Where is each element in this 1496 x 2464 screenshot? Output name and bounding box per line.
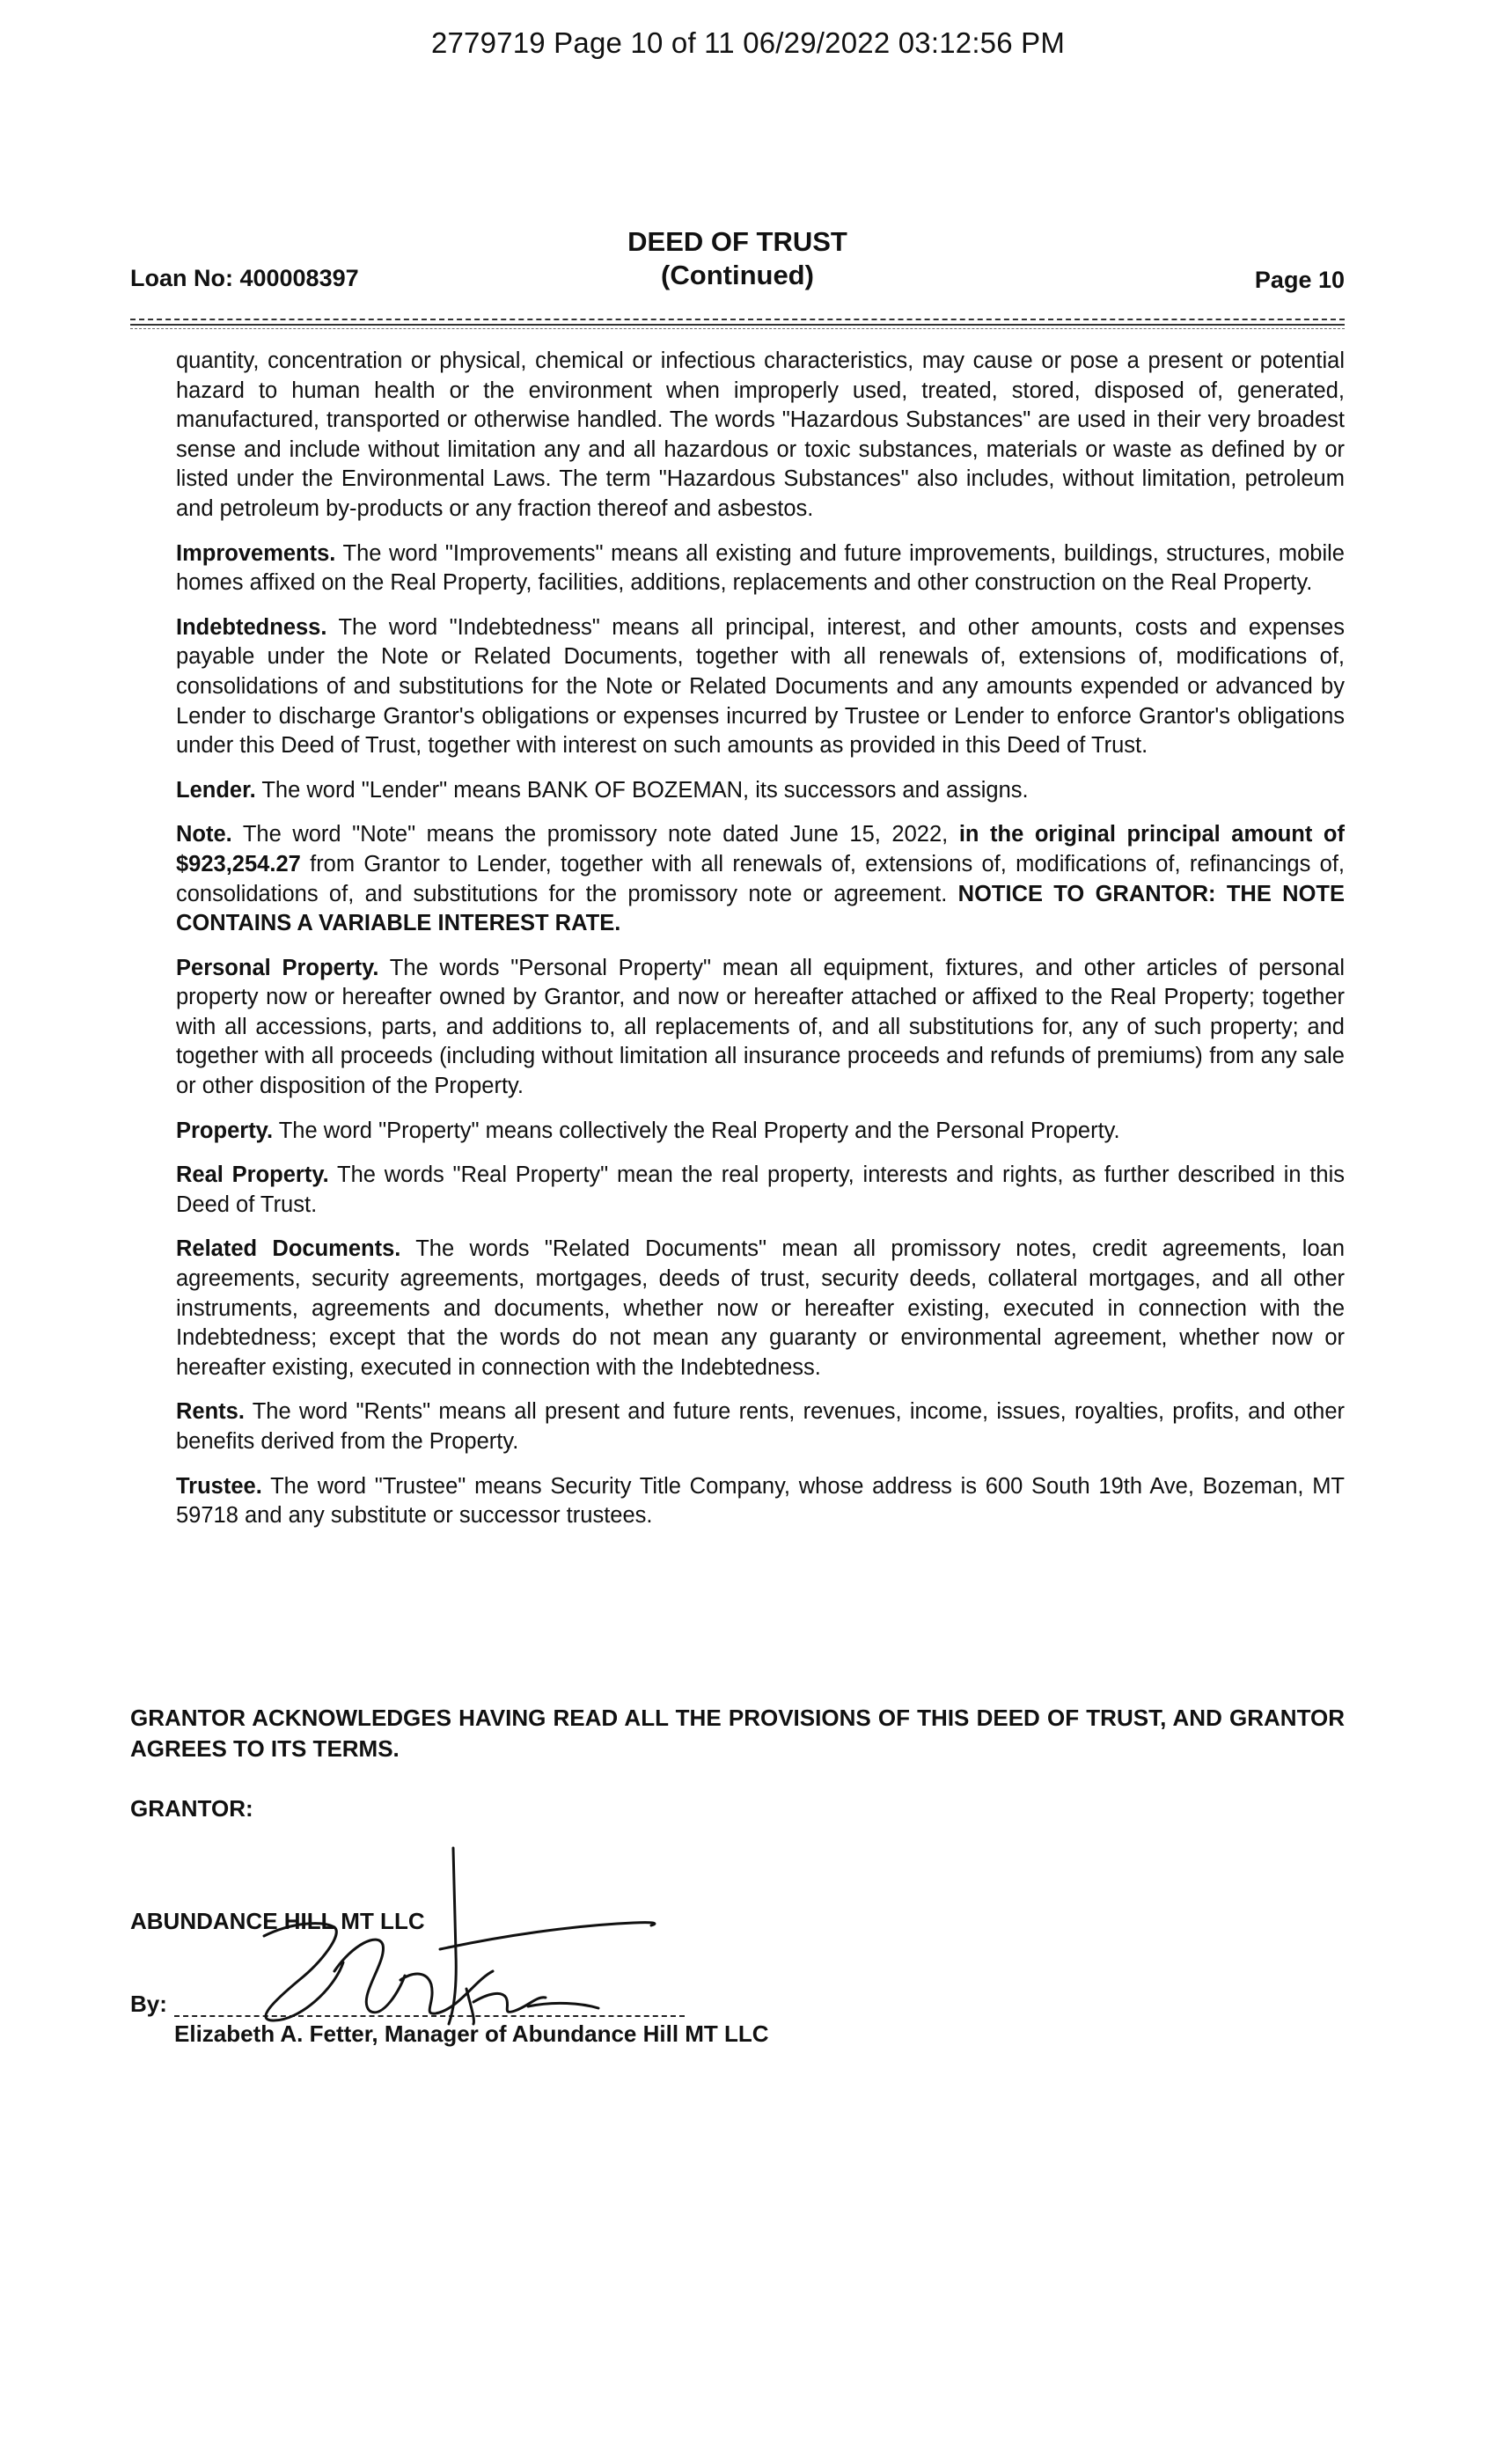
term-text: The word "Note" means the promissory note dated June 15, 2022, [242, 822, 949, 847]
term-text: The word "Lender" means BANK OF BOZEMAN, its successors and assigns. [261, 777, 1029, 803]
signer-name: Elizabeth A. Fetter, Manager of Abundance Hill MT LLC [174, 2020, 769, 2047]
term-label: Rents. [176, 1399, 245, 1425]
paragraph-trustee [176, 1472, 1345, 1531]
grantor-label: GRANTOR: [130, 1795, 253, 1822]
term-label: Improvements. [176, 540, 336, 566]
variable-rate-notice: NOTICE TO GRANTOR: THE NOTE CONTAINS A VARIABLE INTEREST RATE. [176, 881, 1345, 936]
paragraph-note [176, 820, 1345, 938]
handwritten-signature [238, 1839, 766, 2068]
document-header [130, 225, 1345, 304]
paragraph-real-property [176, 1161, 1345, 1220]
term-label: Indebtedness. [176, 614, 327, 640]
term-label: Real Property. [176, 1162, 329, 1188]
term-label: Note. [176, 822, 232, 847]
definitions-body [176, 347, 1345, 1546]
paragraph-hazardous-continued: quantity, concentration or physical, chemical or infectious characteristics, may cause or pose a present or potential hazard to human health or the environment when improperly used, treated, stored, disposed of, generated, manufactured, transported or otherwise handled. The words "Hazardous Substances" are used in their very broadest sense and include without limitation any and all hazardous or toxic substances, materials or waste as defined by or listed under the Environmental Laws. The term "Hazardous Substances" also includes, without limitation, petroleum and petroleum by-products or any fraction thereof and asbestos. [176, 348, 1345, 521]
term-text: The word "Improvements" means all existing and future improvements, buildings, structures, mobile homes affixed on the Real Property, facilities, additions, replacements and other construction on the Real Property. [176, 540, 1345, 596]
term-text: The word "Trustee" means Security Title Company, whose address is 600 South 19th Ave, Bozeman, MT 59718 and any substitute or successor trustees. [176, 1473, 1346, 1529]
paragraph-lender [176, 776, 1345, 806]
term-text: The word "Rents" means all present and future rents, revenues, income, issues, royalties, profits, and other benefits derived from the Property. [176, 1399, 1345, 1454]
term-label: Trustee. [176, 1473, 262, 1499]
paragraph-improvements [176, 539, 1345, 598]
term-label: Lender. [176, 777, 256, 803]
recording-stamp: 2779719 Page 10 of 11 06/29/2022 03:12:56 PM [430, 26, 1066, 59]
term-label: Property. [176, 1118, 274, 1143]
term-text: The words "Personal Property" mean all equipment, fixtures, and other articles of personal property now or hereafter owned by Grantor, and now or hereafter attached or affixed to the Real Property; together with all accessions, parts, and additions to, all replacements of, and all substitutions for, any of such property; and together with all proceeds (including without limitation all insurance proceeds and refunds of premiums) from any sale or other disposition of the Property. [176, 955, 1345, 1099]
term-text: The words "Related Documents" mean all promissory notes, credit agreements, loan agreements, security agreements, mortgages, deeds of trust, security deeds, collateral mortgages, and all other instruments, agreements and documents, whether now or hereafter existing, executed in connection with the Indebtedness; except that the words do not mean any guaranty or environmental agreement, whether now or hereafter existing, executed in connection with the Indebtedness. [176, 1236, 1346, 1380]
grantor-acknowledgment: GRANTOR ACKNOWLEDGES HAVING READ ALL THE PROVISIONS OF THIS DEED OF TRUST, AND GRANTOR AGREES TO ITS TERMS. [130, 1705, 1345, 1762]
term-text: The words "Real Property" mean the real property, interests and rights, as further described in this Deed of Trust. [176, 1162, 1346, 1217]
page-number: Page 10 [1254, 267, 1345, 293]
by-label: By: [130, 1991, 167, 2017]
term-text: The word "Indebtedness" means all principal, interest, and other amounts, costs and expenses payable under the Note or Related Documents, together with all renewals of, extensions of, modifications of, consolidations of and substitutions for the Note or Related Documents and any amounts expended or advanced by Lender to discharge Grantor's obligations or expenses incurred by Trustee or Lender to enforce Grantor's obligations under this Deed of Trust, together with interest on such amounts as provided in this Deed of Trust. [176, 614, 1345, 759]
paragraph-related-documents [176, 1235, 1345, 1382]
paragraph-personal-property [176, 954, 1345, 1102]
paragraph-rents [176, 1397, 1345, 1456]
grantor-entity-name: ABUNDANCE HILL MT LLC [130, 1908, 425, 1934]
term-text: The word "Property" means collectively the Real Property and the Personal Property. [278, 1118, 1120, 1143]
paragraph-property [176, 1117, 1345, 1147]
principal-amount: in the original principal amount of $923,254.27 [176, 822, 1345, 876]
term-text: from Grantor to Lender, together with all renewals of, extensions of, modifications of, refinancings of, consolidations of, and substitutions for the promissory note or agreement. [176, 851, 1345, 906]
term-label: Related Documents. [176, 1236, 401, 1262]
loan-number: Loan No: 400008397 [130, 265, 359, 291]
term-label: Personal Property. [176, 955, 379, 980]
header-divider [130, 319, 1345, 329]
document-subtitle: (Continued) [661, 260, 814, 290]
paragraph-indebtedness [176, 613, 1345, 761]
document-title: DEED OF TRUST [627, 226, 847, 257]
